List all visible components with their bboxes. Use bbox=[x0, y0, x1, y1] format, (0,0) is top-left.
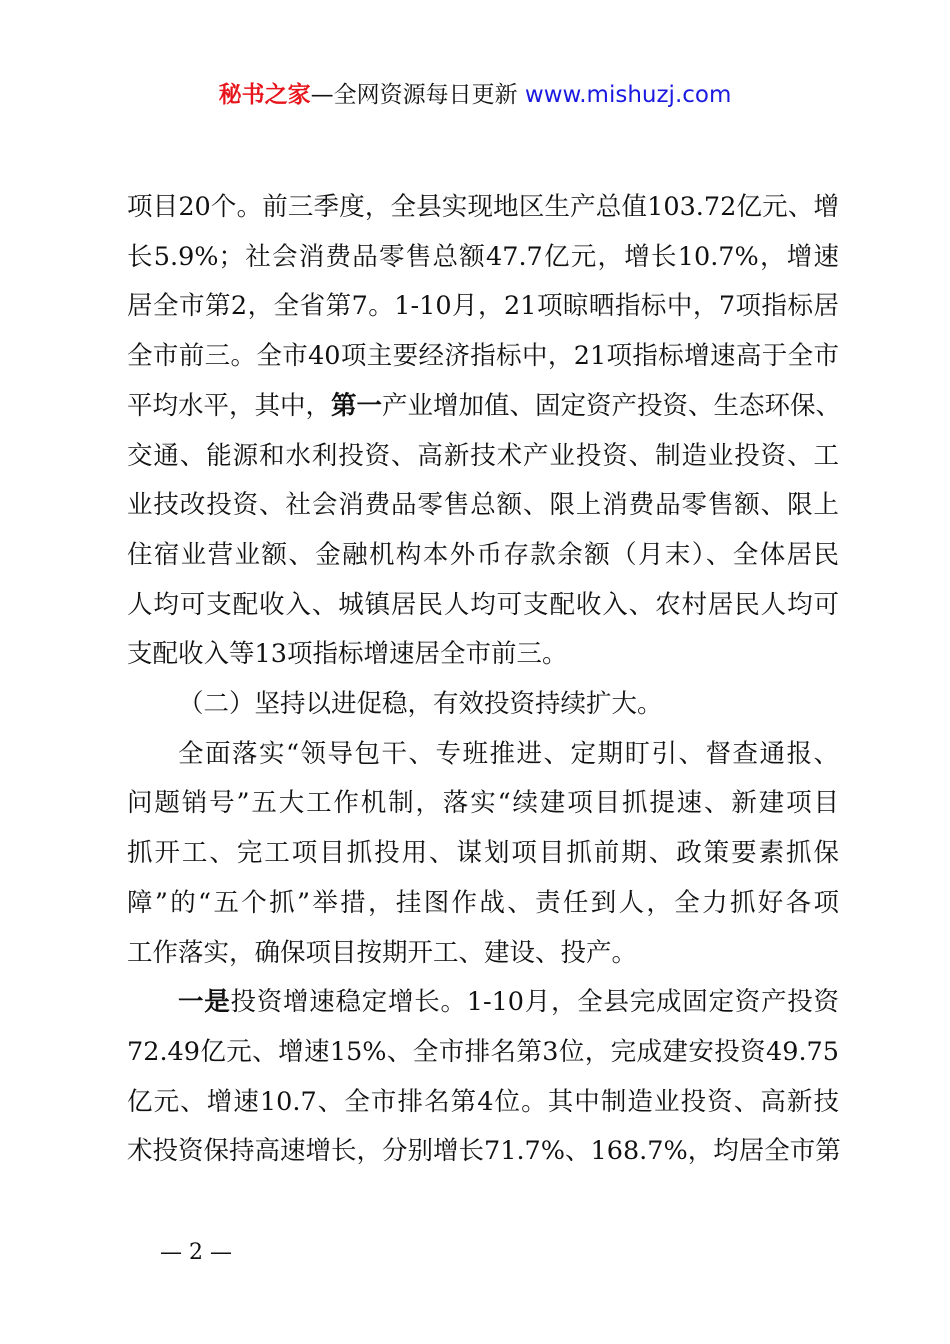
text-line: 问题销号”五大工作机制，落实“续建项目抓提速、新建项目 bbox=[127, 788, 839, 819]
document-body bbox=[127, 183, 842, 1177]
text-line: 全面落实“领导包干、专班推进、定期盯引、督查通报、 bbox=[178, 738, 839, 769]
header-url-link[interactable]: www.mishuzj.com bbox=[524, 82, 732, 108]
text-segment: 平均水平，其中， bbox=[127, 390, 332, 421]
paragraph-economic-indicators bbox=[127, 183, 842, 680]
text-line: 项目20个。前三季度，全县实现地区生产总值103.72亿元、增 bbox=[127, 192, 839, 222]
text-line: 术投资保持高速增长，分别增长71.7%、168.7%，均居全市第 bbox=[127, 1136, 841, 1167]
bold-emphasis: 第一 bbox=[331, 390, 383, 421]
text-segment: 产业增加值、固定资产投资、生态环保、 bbox=[382, 390, 842, 421]
text-line: 亿元、增速10.7、全市排名第4位。其中制造业投资、高新技 bbox=[127, 1086, 839, 1117]
text-line: 支配收入等13项指标增速居全市前三。 bbox=[127, 639, 568, 670]
text-line bbox=[127, 382, 842, 432]
header-slogan: —全网资源每日更新 bbox=[310, 82, 518, 108]
text-line: 居全市第2，全省第7。1-10月，21项晾晒指标中，7项指标居 bbox=[127, 291, 839, 322]
paragraph-work-mechanism bbox=[127, 730, 839, 979]
text-line: 长5.9%；社会消费品零售总额47.7亿元，增长10.7%，增速 bbox=[127, 241, 839, 272]
text-line: 工作落实，确保项目按期开工、建设、投产。 bbox=[127, 937, 638, 968]
section-heading bbox=[127, 680, 839, 730]
text-line: 全市前三。全市40项主要经济指标中，21项指标增速高于全市 bbox=[127, 341, 839, 372]
text-segment: 投资增速稳定增长。1-10月，全县完成固定资产投资 bbox=[230, 987, 839, 1018]
text-line: 72.49亿元、增速15%、全市排名第3位，完成建安投资49.75 bbox=[127, 1036, 839, 1067]
heading-text: （二）坚持以进促稳，有效投资持续扩大。 bbox=[178, 689, 663, 720]
text-line bbox=[127, 978, 839, 1028]
bold-emphasis: 一是 bbox=[178, 987, 231, 1018]
text-line: 抓开工、完工项目抓投用、谋划项目抓前期、政策要素抓保 bbox=[127, 838, 839, 869]
brand-name: 秘书之家 bbox=[218, 82, 311, 108]
text-line: 障”的“五个抓”举措，挂图作战、责任到人，全力抓好各项 bbox=[127, 887, 839, 918]
text-line: 人均可支配收入、城镇居民人均可支配收入、农村居民人均可 bbox=[127, 589, 839, 620]
text-line: 业技改投资、社会消费品零售总额、限上消费品零售额、限上 bbox=[127, 490, 839, 521]
paragraph-investment-growth bbox=[127, 978, 839, 1177]
text-line: 交通、能源和水利投资、高新技术产业投资、制造业投资、工 bbox=[127, 440, 839, 471]
page-number: — 2 — bbox=[160, 1240, 232, 1265]
page-header bbox=[0, 78, 950, 112]
text-line: 住宿业营业额、金融机构本外币存款余额（月末）、全体居民 bbox=[127, 539, 839, 570]
